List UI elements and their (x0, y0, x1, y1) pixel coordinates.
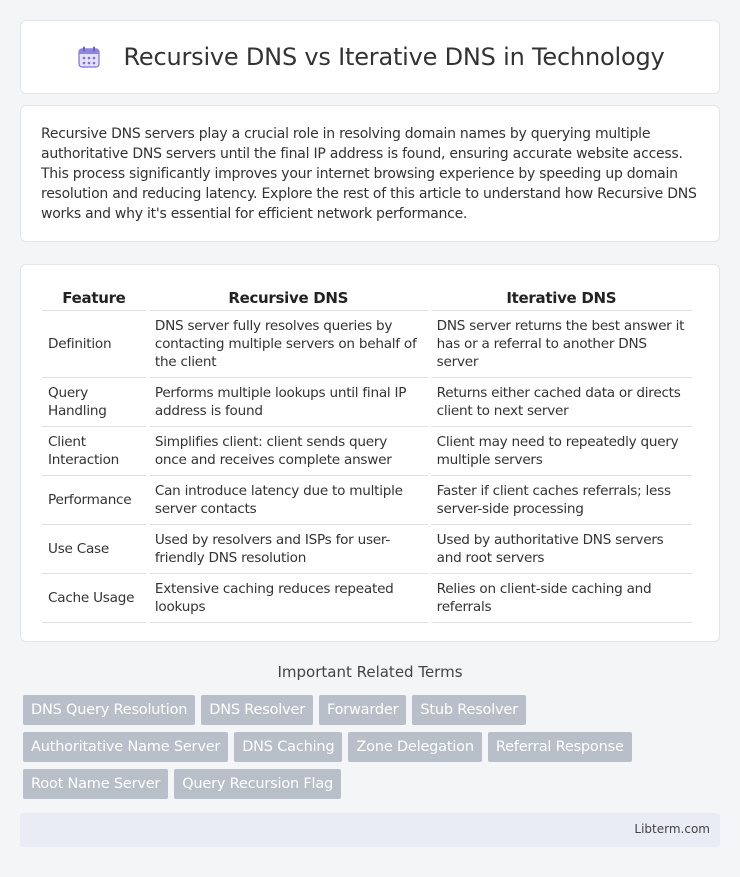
footer-bar (20, 813, 720, 847)
recursive-cell: Performs multiple lookups until final IP address is found (149, 378, 428, 427)
table-row (42, 574, 692, 623)
tag-zone-delegation[interactable]: Zone Delegation (348, 732, 481, 762)
table-row (42, 476, 692, 525)
related-terms-tags (23, 695, 723, 806)
page-title: Recursive DNS vs Iterative DNS in Technology (123, 43, 665, 71)
iterative-cell: Client may need to repeatedly query multiple servers (431, 427, 692, 476)
intro-card (20, 105, 720, 242)
iterative-cell: Returns either cached data or directs client to next server (431, 378, 692, 427)
feature-cell: Definition (42, 311, 146, 378)
iterative-cell: Faster if client caches referrals; less server-side processing (431, 476, 692, 525)
tag-stub-resolver[interactable]: Stub Resolver (412, 695, 526, 725)
table-row (42, 525, 692, 574)
feature-cell: Cache Usage (42, 574, 146, 623)
calendar-grid-icon (76, 44, 102, 70)
recursive-cell: Simplifies client: client sends query once and receives complete answer (149, 427, 428, 476)
tag-dns-query-resolution[interactable]: DNS Query Resolution (23, 695, 195, 725)
comparison-table-card (20, 264, 720, 642)
related-terms-heading: Important Related Terms (277, 663, 463, 681)
tag-query-recursion-flag[interactable]: Query Recursion Flag (174, 769, 341, 799)
intro-paragraph: Recursive DNS servers play a crucial role in resolving domain names by querying multiple authoritative DNS servers until the final IP address is found, ensuring accurate website access. This process significantly improves your internet browsing experience by speeding up domain resolution and reducing latency. Explore the rest of this article to understand how Recursive DNS works and why it's essential for efficient network performance. (41, 126, 697, 222)
feature-cell: Performance (42, 476, 146, 525)
footer-site-link[interactable]: Libterm.com (634, 822, 710, 836)
iterative-cell: Used by authoritative DNS servers and root servers (431, 525, 692, 574)
tag-row (23, 695, 723, 725)
feature-cell: Query Handling (42, 378, 146, 427)
table-header-row (42, 285, 692, 311)
recursive-cell: Used by resolvers and ISPs for user-friendly DNS resolution (149, 525, 428, 574)
header-feature: Feature (42, 285, 146, 311)
tag-authoritative-name-server[interactable]: Authoritative Name Server (23, 732, 228, 762)
title-card (20, 20, 720, 94)
comparison-table (39, 285, 695, 623)
tag-referral-response[interactable]: Referral Response (488, 732, 632, 762)
tag-root-name-server[interactable]: Root Name Server (23, 769, 168, 799)
tag-dns-caching[interactable]: DNS Caching (234, 732, 342, 762)
tag-forwarder[interactable]: Forwarder (319, 695, 406, 725)
header-recursive-dns: Recursive DNS (149, 285, 428, 311)
recursive-cell: Can introduce latency due to multiple server contacts (149, 476, 428, 525)
tag-row (23, 769, 723, 799)
iterative-cell: DNS server returns the best answer it has or a referral to another DNS server (431, 311, 692, 378)
recursive-cell: DNS server fully resolves queries by contacting multiple servers on behalf of the client (149, 311, 428, 378)
recursive-cell: Extensive caching reduces repeated lookups (149, 574, 428, 623)
iterative-cell: Relies on client-side caching and referrals (431, 574, 692, 623)
tag-dns-resolver[interactable]: DNS Resolver (201, 695, 313, 725)
table-row (42, 378, 692, 427)
feature-cell: Use Case (42, 525, 146, 574)
header-iterative-dns: Iterative DNS (431, 285, 692, 311)
feature-cell: Client Interaction (42, 427, 146, 476)
table-row (42, 427, 692, 476)
table-row (42, 311, 692, 378)
tag-row (23, 732, 723, 762)
